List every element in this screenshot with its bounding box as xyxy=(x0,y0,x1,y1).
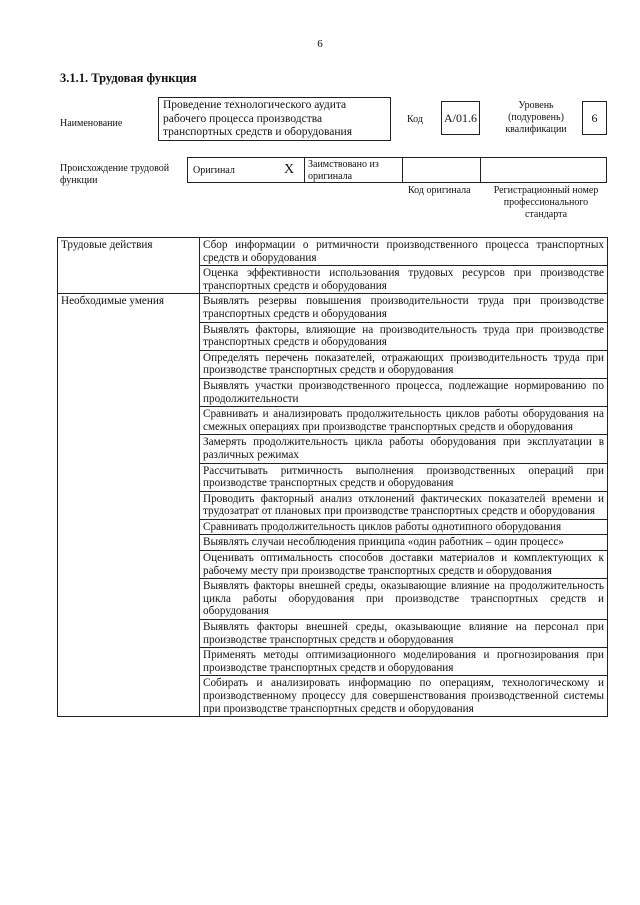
table-cell: Выявлять факторы внешней среды, оказывающие влияние на персонал при производстве транспортных средств и оборудования xyxy=(200,620,608,648)
original-label: Оригинал xyxy=(193,165,235,176)
borrowed-label: Заимствовано из оригинала xyxy=(308,159,379,182)
table-cell: Выявлять резервы повышения производительности труда при производстве транспортных средств и оборудования xyxy=(200,294,608,322)
original-cell xyxy=(187,157,305,183)
table-cell: Сравнивать и анализировать продолжительность циклов работы оборудования на смежных операциях при производстве транспортных средств и оборудования xyxy=(200,407,608,435)
section-title: 3.1.1. Трудовая функция xyxy=(60,71,197,85)
table-cell: Замерять продолжительность цикла работы оборудования при эксплуатации в различных режимах xyxy=(200,435,608,463)
function-table xyxy=(57,237,608,717)
table-cell: Рассчитывать ритмичность выполнения производственных операций при производстве транспортных средств и оборудования xyxy=(200,463,608,491)
table-cell: Выявлять факторы внешней среды, оказывающие влияние на продолжительность цикла работы оборудования при производстве транспортных средств и оборудования xyxy=(200,579,608,620)
code-original-caption: Код оригинала xyxy=(408,185,471,196)
category-cell: Трудовые действия xyxy=(58,238,200,294)
table-cell: Оценивать оптимальность способов доставки материалов и комплектующих к рабочему месту при производстве транспортных средств и оборудования xyxy=(200,551,608,579)
name-label: Наименование xyxy=(60,118,123,129)
table-row xyxy=(58,294,608,322)
original-mark: X xyxy=(284,162,295,177)
level-value: 6 xyxy=(582,101,607,135)
origin-row xyxy=(187,157,607,183)
table-cell: Сбор информации о ритмичности производственного процесса транспортных средств и оборудования xyxy=(200,238,608,266)
table-row xyxy=(58,238,608,266)
reg-number-caption: Регистрационный номер профессионального стандарта xyxy=(493,185,599,220)
code-original-cell xyxy=(402,157,481,183)
borrowed-cell xyxy=(304,157,403,183)
table-cell: Выявлять участки производственного процесса, подлежащие нормированию по продолжительности xyxy=(200,378,608,406)
table-cell: Определять перечень показателей, отражающих производительность труда при производстве транспортных средств и оборудования xyxy=(200,350,608,378)
reg-number-cell xyxy=(480,157,607,183)
origin-label: Происхождение трудовой функции xyxy=(60,163,170,186)
table-cell: Оценка эффективности использования трудовых ресурсов при производстве транспортных средств и оборудования xyxy=(200,266,608,294)
code-value: A/01.6 xyxy=(441,101,480,135)
code-label: Код xyxy=(407,114,423,125)
page-number: 6 xyxy=(317,38,323,50)
table-cell: Проводить факторный анализ отклонений фактических показателей времени и трудозатрат от плановых при производстве транспортных средств и оборудования xyxy=(200,491,608,519)
level-label: Уровень (подуровень) квалификации xyxy=(505,100,567,135)
table-cell: Сравнивать продолжительность циклов работы однотипного оборудования xyxy=(200,519,608,535)
name-value: Проведение технологического аудита рабочего процесса производства транспортных средств и оборудования xyxy=(158,97,391,141)
category-cell: Необходимые умения xyxy=(58,294,200,717)
table-cell: Применять методы оптимизационного моделирования и прогнозирования при производстве транспортных средств и оборудования xyxy=(200,648,608,676)
table-cell: Выявлять случаи несоблюдения принципа «один работник – один процесс» xyxy=(200,535,608,551)
table-cell: Выявлять факторы, влияющие на производительность труда при производстве транспортных средств и оборудования xyxy=(200,322,608,350)
table-cell: Собирать и анализировать информацию по операциям, технологическому и производственному процессу для совершенствования производственной системы при производстве транспортных средств и оборудования xyxy=(200,676,608,717)
